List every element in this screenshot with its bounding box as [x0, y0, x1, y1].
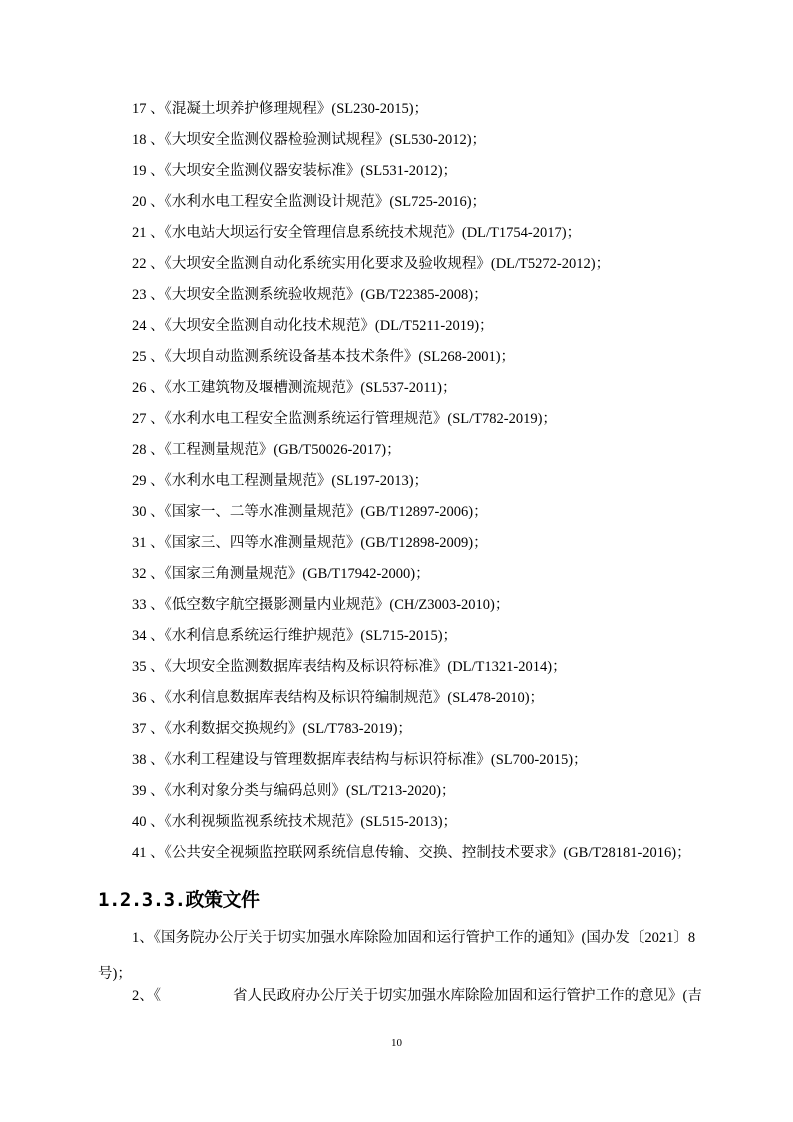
policy-paragraph-1: 1、《国务院办公厅关于切实加强水库除险加固和运行管护工作的通知》(国办发〔2021〕8 号)；	[98, 930, 696, 982]
list-item-text: 、《大坝安全监测系统验收规范》(GB/T22385-2008)；	[150, 287, 488, 303]
list-item-text: 、《水利水电工程安全监测系统运行管理规范》(SL/T782-2019)；	[150, 411, 557, 427]
list-item-text: 、《水利信息数据库表结构及标识符编制规范》(SL478-2010)；	[150, 690, 545, 706]
list-item-text: 、《公共安全视频监控联网系统信息传输、交换、控制技术要求》(GB/T28181-2016)；	[150, 845, 691, 861]
list-item	[132, 313, 752, 344]
list-item	[132, 530, 752, 561]
reference-list	[132, 96, 752, 871]
list-item-number: 38	[132, 752, 147, 768]
list-item	[132, 654, 752, 685]
list-item-number: 37	[132, 721, 147, 737]
list-item	[132, 809, 752, 840]
list-item-number: 39	[132, 783, 147, 799]
list-item	[132, 778, 752, 809]
list-item	[132, 716, 752, 747]
list-item-text: 、《大坝安全监测自动化技术规范》(DL/T5211-2019)；	[150, 318, 494, 334]
list-item-text: 、《大坝安全监测数据库表结构及标识符标准》(DL/T1321-2014)；	[150, 659, 567, 675]
list-item-number: 36	[132, 690, 147, 706]
list-item-text: 、《水利数据交换规约》(SL/T783-2019)；	[150, 721, 412, 737]
list-item-text: 、《大坝安全监测自动化系统实用化要求及验收规程》(DL/T5272-2012)；	[150, 256, 611, 272]
list-item-text: 、《混凝土坝养护修理规程》(SL230-2015)；	[150, 101, 429, 117]
list-item-number: 23	[132, 287, 147, 303]
list-item	[132, 437, 752, 468]
list-item	[132, 251, 752, 282]
policy-paragraph-2	[132, 985, 732, 1007]
list-item-text: 、《大坝自动监测系统设备基本技术条件》(SL268-2001)；	[150, 349, 516, 365]
list-item-number: 21	[132, 225, 147, 241]
list-item-text: 、《大坝安全监测仪器安装标准》(SL531-2012)；	[150, 163, 458, 179]
list-item-text: 、《水电站大坝运行安全管理信息系统技术规范》(DL/T1754-2017)；	[150, 225, 582, 241]
list-item	[132, 127, 752, 158]
page-number: 10	[391, 1037, 402, 1049]
list-item-number: 26	[132, 380, 147, 396]
list-item	[132, 158, 752, 189]
list-item	[132, 747, 752, 778]
section-heading: 1.2.3.3.政策文件	[98, 889, 260, 911]
list-item	[132, 499, 752, 530]
list-item	[132, 840, 752, 871]
list-item	[132, 344, 752, 375]
list-item-text: 、《水工建筑物及堰槽测流规范》(SL537-2011)；	[150, 380, 457, 396]
list-item	[132, 375, 752, 406]
list-item-number: 35	[132, 659, 147, 675]
list-item-number: 31	[132, 535, 147, 551]
list-item-number: 30	[132, 504, 147, 520]
list-item-number: 33	[132, 597, 147, 613]
list-item-number: 28	[132, 442, 147, 458]
list-item	[132, 623, 752, 654]
list-item-number: 22	[132, 256, 147, 272]
list-item-number: 25	[132, 349, 147, 365]
list-item-text: 、《国家三、四等水准测量规范》(GB/T12898-2009)；	[150, 535, 488, 551]
list-item-number: 20	[132, 194, 147, 210]
list-item	[132, 406, 752, 437]
list-item	[132, 220, 752, 251]
list-item-number: 40	[132, 814, 147, 830]
list-item-number: 27	[132, 411, 147, 427]
list-item-number: 19	[132, 163, 147, 179]
list-item-number: 29	[132, 473, 147, 489]
list-item-number: 34	[132, 628, 147, 644]
list-item-text: 、《水利信息系统运行维护规范》(SL715-2015)；	[150, 628, 458, 644]
list-item-text: 、《水利对象分类与编码总则》(SL/T213-2020)；	[150, 783, 456, 799]
list-item-number: 17	[132, 101, 147, 117]
list-item	[132, 96, 752, 127]
list-item	[132, 561, 752, 592]
list-item-number: 18	[132, 132, 147, 148]
list-item	[132, 189, 752, 220]
list-item-text: 、《水利水电工程测量规范》(SL197-2013)；	[150, 473, 429, 489]
policy-paragraph-2-start: 2、《	[132, 988, 161, 1004]
list-item-text: 、《水利工程建设与管理数据库表结构与标识符标准》(SL700-2015)；	[150, 752, 588, 768]
list-item-text: 、《大坝安全监测仪器检验测试规程》(SL530-2012)；	[150, 132, 487, 148]
list-item-text: 、《工程测量规范》(GB/T50026-2017)；	[150, 442, 401, 458]
list-item	[132, 282, 752, 313]
list-item-text: 、《水利水电工程安全监测设计规范》(SL725-2016)；	[150, 194, 487, 210]
list-item-text: 、《国家三角测量规范》(GB/T17942-2000)；	[150, 566, 430, 582]
list-item-number: 24	[132, 318, 147, 334]
list-item-number: 41	[132, 845, 147, 861]
list-item-number: 32	[132, 566, 147, 582]
list-item	[132, 468, 752, 499]
policy-paragraph-2-rest: 省人民政府办公厅关于切实加强水库除险加固和运行管护工作的意见》(吉	[233, 988, 702, 1004]
list-item-text: 、《低空数字航空摄影测量内业规范》(CH/Z3003-2010)；	[150, 597, 510, 613]
list-item	[132, 685, 752, 716]
list-item-text: 、《国家一、二等水准测量规范》(GB/T12897-2006)；	[150, 504, 488, 520]
list-item-text: 、《水利视频监视系统技术规范》(SL515-2013)；	[150, 814, 458, 830]
list-item	[132, 592, 752, 623]
